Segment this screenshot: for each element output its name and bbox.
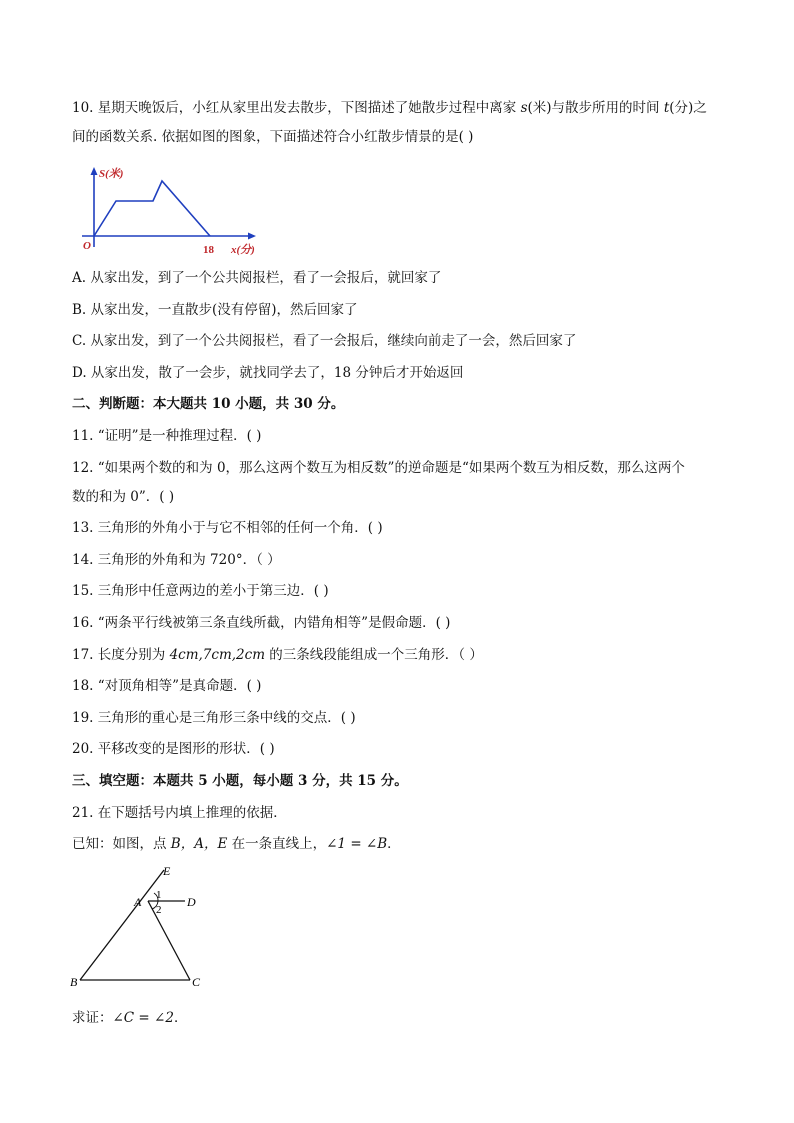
distance-time-graph	[78, 163, 268, 261]
q10-stem-line1	[72, 98, 732, 118]
given-text-c: ．	[387, 836, 401, 853]
q18: 18. “对顶角相等”是真命题．( )	[72, 678, 262, 695]
label-a: A	[134, 895, 142, 909]
q15: 15. 三角形中任意两边的差小于第三边．( )	[72, 583, 329, 600]
prove-text-b: ．	[173, 1010, 188, 1026]
x-tick-18: 18	[203, 244, 214, 256]
option-c: C. 从家出发，到了一个公共阅报栏，看了一会报后，继续向前走了一会，然后回家了	[72, 333, 577, 350]
q13: 13. 三角形的外角小于与它不相邻的任何一个角．( )	[72, 520, 383, 537]
q12-line1: 12. “如果两个数的和为 0，那么这两个数互为相反数”的逆命题是“如果两个数互为相反数，那么这两个	[72, 459, 685, 476]
q10-stem-line2: 间的函数关系. 依据如图的图象，下面描述符合小红散步情景的是( )	[72, 129, 474, 145]
q10-options-and-rest	[72, 268, 742, 866]
y-axis-label: S(米)	[99, 168, 124, 180]
x-axis-label: x(分)	[231, 244, 255, 256]
line-be	[80, 870, 164, 980]
given-text-b: 在一条直线上，	[227, 836, 327, 853]
q17	[72, 645, 742, 665]
q10-var-t: t	[663, 100, 670, 116]
label-angle-2: 2	[156, 904, 162, 916]
prove-angle-equation: ∠C = ∠2	[112, 1010, 174, 1026]
distance-polyline	[94, 181, 210, 236]
option-d: D. 从家出发，散了一会步，就找同学去了，18 分钟后才开始返回	[72, 364, 464, 381]
triangle-figure	[70, 862, 220, 992]
q21-given	[72, 834, 742, 854]
option-b: B. 从家出发，一直散步(没有停留)，然后回家了	[72, 301, 358, 318]
x-axis-arrow	[248, 233, 256, 240]
label-angle-1: 1	[156, 889, 162, 901]
option-a: A. 从家出发，到了一个公共阅报栏，看了一会报后，就回家了	[72, 270, 442, 286]
q17-text-a: 17. 长度分别为	[72, 646, 170, 663]
y-axis-arrow	[91, 167, 98, 175]
q17-text-b: 的三条线段能组成一个三角形．（ ）	[265, 646, 483, 663]
q20: 20. 平移改变的是图形的形状．( )	[72, 741, 275, 758]
q11: 11. “证明”是一种推理过程．( )	[72, 427, 262, 444]
given-points: B，A，E	[170, 836, 228, 853]
q10-text-b: (米)与散步所用的时间	[527, 100, 664, 116]
prove-line	[72, 1008, 187, 1028]
q10-text-a: 10. 星期天晚饭后，小红从家里出发去散步，下图描述了她散步过程中离家	[72, 100, 521, 116]
q10-text-c: (分)之	[669, 100, 707, 116]
q16: 16. “两条平行线被第三条直线所截，内错角相等”是假命题．( )	[72, 614, 451, 631]
given-text-a: 已知：如图，点	[72, 836, 171, 853]
question-10	[72, 98, 732, 159]
q21: 21. 在下题括号内填上推理的依据．	[72, 804, 287, 821]
segment-ac	[148, 901, 190, 980]
q19: 19. 三角形的重心是三角形三条中线的交点．( )	[72, 709, 356, 726]
q12-line2: 数的和为 0”．( )	[72, 488, 175, 505]
section2-heading: 二、判断题：本大题共 10 小题，共 30 分。	[72, 396, 345, 413]
q10-var-s: s	[520, 100, 528, 116]
label-e: E	[163, 864, 171, 878]
q14: 14. 三角形的外角和为 720°．（ ）	[72, 551, 281, 568]
prove-text-a: 求证：	[72, 1010, 113, 1026]
given-angle-equation: ∠1 = ∠B	[326, 836, 388, 853]
q21-prove	[72, 1008, 187, 1040]
section3-heading: 三、填空题：本题共 5 小题，每小题 3 分，共 15 分。	[72, 772, 408, 789]
label-d: D	[187, 895, 196, 909]
origin-label: O	[83, 240, 91, 252]
label-c: C	[192, 975, 201, 989]
q17-lengths: 4cm,7cm,2cm	[169, 646, 265, 663]
label-b: B	[70, 975, 78, 989]
